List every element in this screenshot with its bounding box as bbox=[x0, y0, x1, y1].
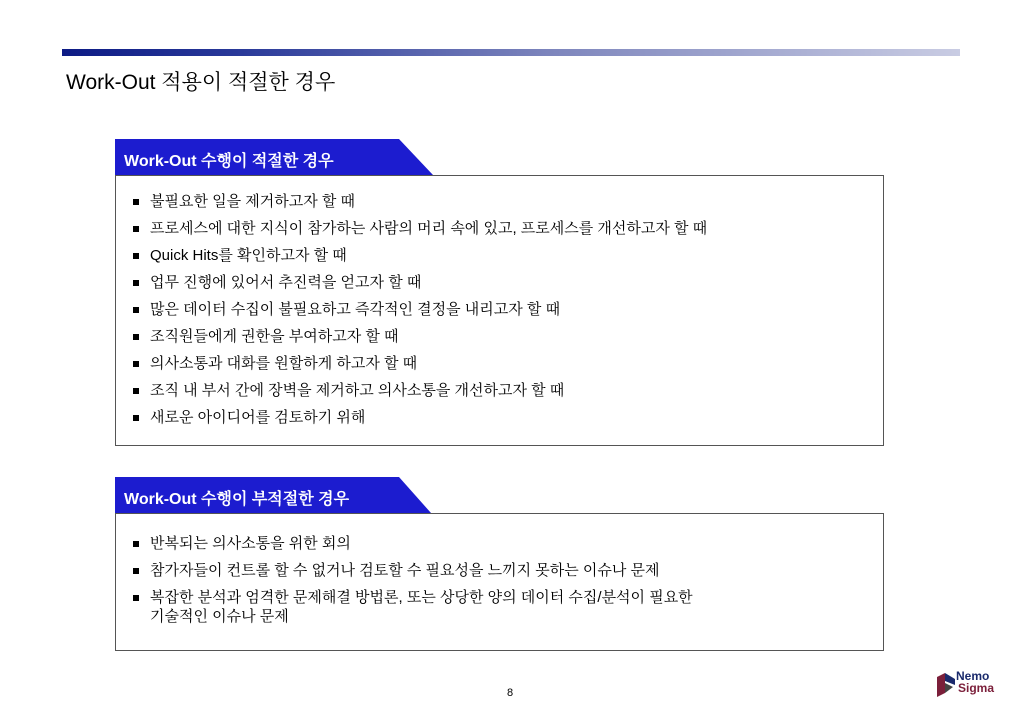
square-bullet-icon bbox=[133, 199, 139, 205]
nemo-sigma-logo bbox=[935, 668, 1005, 702]
square-bullet-icon bbox=[133, 334, 139, 340]
list-item-text: 프로세스에 대한 지식이 참가하는 사람의 머리 속에 있고, 프로세스를 개선하고자 할 때 bbox=[150, 220, 708, 237]
section-tab-appropriate bbox=[115, 139, 435, 175]
list-item-text: 조직원들에게 권한을 부여하고자 할 때 bbox=[150, 328, 399, 345]
section-tab-label: Work-Out 수행이 적절한 경우 bbox=[124, 153, 334, 170]
list-item bbox=[116, 408, 883, 427]
list-item-text: Quick Hits를 확인하고자 할 때 bbox=[150, 247, 347, 264]
list-item-text: 기술적인 이슈나 문제 bbox=[150, 608, 289, 625]
logo-text bbox=[956, 670, 994, 694]
square-bullet-icon bbox=[133, 307, 139, 313]
panel-appropriate bbox=[115, 175, 884, 446]
square-bullet-icon bbox=[133, 226, 139, 232]
square-bullet-icon bbox=[133, 415, 139, 421]
list-item bbox=[116, 327, 883, 346]
list-item bbox=[116, 300, 883, 319]
header-gradient-bar bbox=[62, 49, 960, 56]
list-item-text: 불필요한 일을 제거하고자 할 때 bbox=[150, 193, 356, 210]
square-bullet-icon bbox=[133, 568, 139, 574]
list-item bbox=[116, 354, 883, 373]
list-item bbox=[116, 588, 883, 607]
list-item-text: 조직 내 부서 간에 장벽을 제거하고 의사소통을 개선하고자 할 때 bbox=[150, 382, 565, 399]
list-item bbox=[116, 192, 883, 211]
section-tab-label: Work-Out 수행이 부적절한 경우 bbox=[124, 491, 350, 508]
logo-text-nemo: Nemo bbox=[956, 669, 990, 683]
list-item-text: 반복되는 의사소통을 위한 회의 bbox=[150, 535, 351, 552]
square-bullet-icon bbox=[133, 280, 139, 286]
list-item bbox=[116, 273, 883, 292]
logo-mark-icon bbox=[935, 671, 957, 699]
section-tab-inappropriate bbox=[115, 477, 435, 513]
list-item-text: 참가자들이 컨트롤 할 수 없거나 검토할 수 필요성을 느끼지 못하는 이슈나 문제 bbox=[150, 562, 660, 579]
list-item-text: 복잡한 분석과 엄격한 문제해결 방법론, 또는 상당한 양의 데이터 수집/분석이 필요한 bbox=[150, 589, 693, 606]
square-bullet-icon bbox=[133, 595, 139, 601]
list-item-text: 많은 데이터 수집이 불필요하고 즉각적인 결정을 내리고자 할 때 bbox=[150, 301, 561, 318]
list-item-text: 의사소통과 대화를 원할하게 하고자 할 때 bbox=[150, 355, 418, 372]
list-item-continuation bbox=[116, 607, 883, 626]
list-item bbox=[116, 219, 883, 238]
list-item bbox=[116, 561, 883, 580]
appropriate-list bbox=[116, 192, 883, 427]
square-bullet-icon bbox=[133, 253, 139, 259]
list-item-text: 새로운 아이디어를 검토하기 위해 bbox=[150, 409, 366, 426]
panel-inappropriate bbox=[115, 513, 884, 651]
list-item bbox=[116, 381, 883, 400]
square-bullet-icon bbox=[133, 388, 139, 394]
page-title: Work-Out 적용이 적절한 경우 bbox=[66, 71, 336, 94]
list-item-text: 업무 진행에 있어서 추진력을 얻고자 할 때 bbox=[150, 274, 422, 291]
square-bullet-icon bbox=[133, 541, 139, 547]
logo-text-sigma: Sigma bbox=[958, 681, 995, 695]
list-item bbox=[116, 246, 883, 265]
square-bullet-icon bbox=[133, 361, 139, 367]
list-item bbox=[116, 534, 883, 553]
page-number: 8 bbox=[507, 687, 514, 699]
inappropriate-list bbox=[116, 534, 883, 626]
